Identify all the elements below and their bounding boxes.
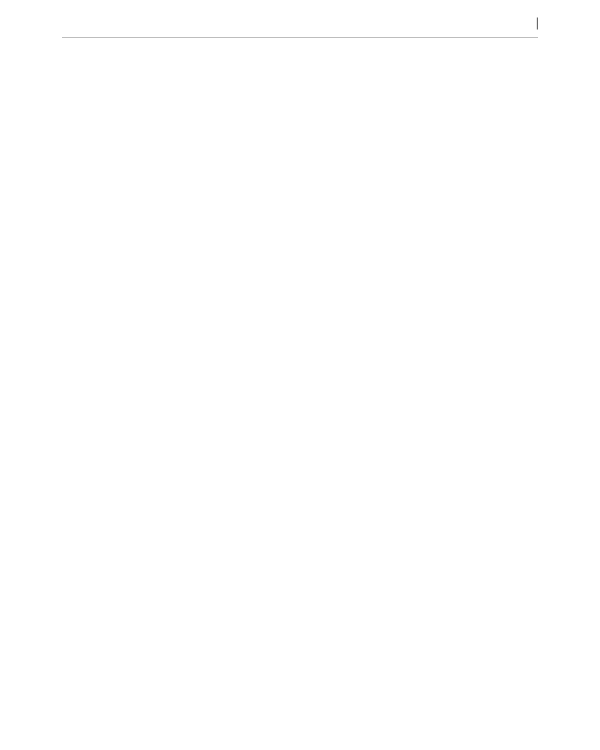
header-separator: | <box>535 16 539 30</box>
running-header <box>530 16 545 30</box>
header-rule <box>62 37 538 38</box>
